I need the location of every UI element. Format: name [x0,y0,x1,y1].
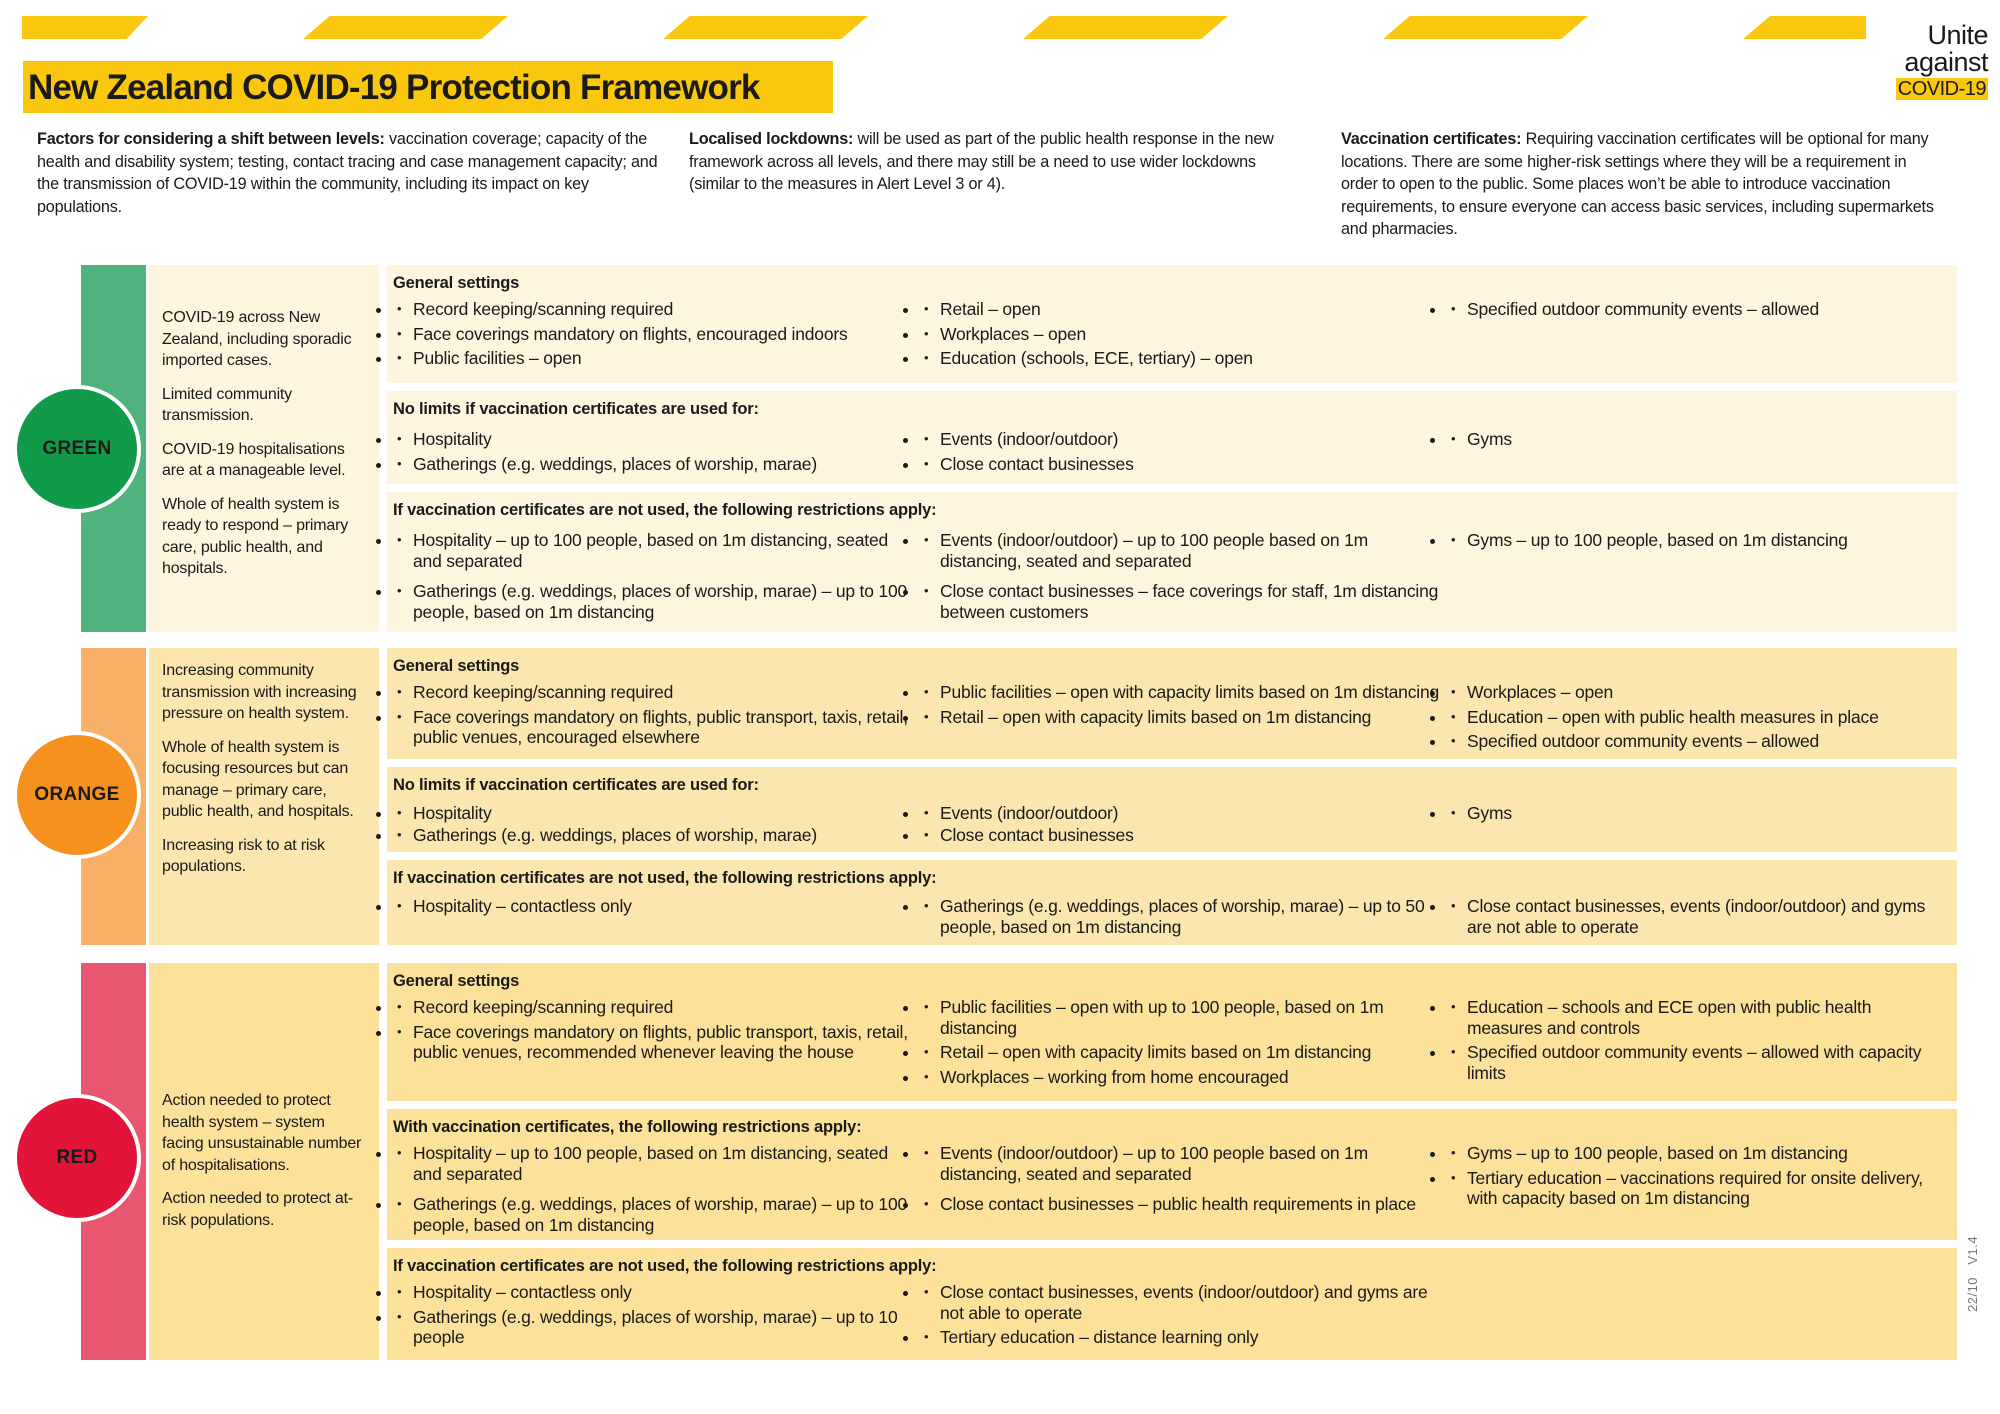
panel-column [1447,682,1947,756]
orange-no-certificates-panel [387,860,1957,945]
list-item: • • Retail – open [920,299,1447,320]
panel-column [1447,896,1947,941]
panel-heading: If vaccination certificates are not used, the following restrictions apply: [393,1257,937,1275]
panel-column [1447,1282,1947,1352]
list-item: • • Gyms [1447,429,1947,450]
list-item: • • Close contact businesses [920,825,1447,846]
list-item: • • Gatherings (e.g. weddings, places of worship, marae) [393,825,920,846]
list-item: • • Education (schools, ECE, tertiary) – open [920,348,1447,369]
list-item: • • Workplaces – working from home encouraged [920,1067,1447,1088]
orange-level-label: ORANGE [34,784,120,805]
list-item: • • Education – open with public health measures in place [1447,707,1947,728]
panel-column [393,429,920,478]
green-no-limits-panel [387,391,1957,484]
list-item: • • Retail – open with capacity limits based on 1m distancing [920,707,1447,728]
panel-column [393,1282,920,1352]
list-item: • • Face coverings mandatory on flights, public transport, taxis, retail, public venues, recommended whenever leaving the house [393,1022,920,1063]
intro-vaccination-text: Requiring vaccination certificates will be optional for many locations. There are some higher-risk settings where they will be a requirement in order to open to the public. Some places won’t be able to introduce vaccination requirements, to ensure everyone can access basic services, including supermarkets and pharmacies. [1341,130,1934,238]
description-paragraph: Action needed to protect at-risk populations. [162,1190,353,1229]
list-item: • • Hospitality [393,803,920,824]
decorative-stripe [1743,16,1866,39]
list-item: • • Gatherings (e.g. weddings, places of worship, marae) – up to 100 people, based on 1m distancing [393,581,920,622]
decorative-stripe [22,16,148,39]
list-item: • • Close contact businesses – public health requirements in place [920,1194,1447,1215]
panel-column [920,429,1447,478]
description-paragraph: Whole of health system is ready to respond – primary care, public health, and hospitals. [162,495,349,577]
list-item: • • Public facilities – open with capacity limits based on 1m distancing [920,682,1447,703]
list-item: • • Events (indoor/outdoor) – up to 100 people based on 1m distancing, seated and separated [920,1143,1447,1184]
panel-column [393,997,920,1091]
panel-column [1447,997,1947,1091]
panel-column [920,1143,1447,1245]
list-item: • • Events (indoor/outdoor) – up to 100 people based on 1m distancing, seated and separated [920,530,1447,571]
logo-line-3: COVID-19 [1897,78,1986,100]
panel-column [1447,299,1947,373]
panel-heading: If vaccination certificates are not used, the following restrictions apply: [393,501,937,519]
panel-column [393,682,920,756]
intro-factors-text: vaccination coverage; capacity of the health and disability system; testing, contact tracing and case management capacity; and the transmission of COVID-19 within the community, including its impact on key populations. [37,130,658,216]
list-item: • • Close contact businesses, events (indoor/outdoor) and gyms are not able to operate [1447,896,1947,937]
list-item: • • Specified outdoor community events – allowed with capacity limits [1447,1042,1947,1083]
decorative-stripe [1023,16,1228,39]
orange-general-settings-panel [387,648,1957,759]
list-item: • • Gatherings (e.g. weddings, places of worship, marae) – up to 100 people, based on 1m distancing [393,1194,920,1235]
decorative-stripe [1383,16,1588,39]
list-item: • • Record keeping/scanning required [393,299,920,320]
intro-lockdowns-text: will be used as part of the public health response in the new framework across all levels, and there may still be a need to use wider lockdowns (similar to the measures in Alert Level 3 or 4). [689,130,1274,193]
list-item: • • Tertiary education – vaccinations required for onsite delivery, with capacity based on 1m distancing [1447,1168,1947,1209]
list-item: • • Events (indoor/outdoor) [920,803,1447,824]
description-paragraph: Limited community transmission. [162,385,292,424]
panel-heading: General settings [393,657,520,675]
list-item: • • Workplaces – open [1447,682,1947,703]
panel-column [393,1143,920,1245]
list-item: • • Education – schools and ECE open with public health measures and controls [1447,997,1947,1038]
panel-heading: If vaccination certificates are not used, the following restrictions apply: [393,869,937,887]
list-item: • • Face coverings mandatory on flights, public transport, taxis, retail, public venues, encouraged elsewhere [393,707,920,748]
panel-column [920,803,1447,849]
description-paragraph: COVID-19 hospitalisations are at a manageable level. [162,440,346,479]
intro-lockdowns-label: Localised lockdowns: [689,130,854,148]
list-item: • • Gatherings (e.g. weddings, places of worship, marae) – up to 10 people [393,1307,920,1348]
list-item: • • Tertiary education – distance learning only [920,1327,1447,1348]
list-item: • • Record keeping/scanning required [393,682,920,703]
red-level-description [149,963,379,1360]
list-item: • • Workplaces – open [920,324,1447,345]
panel-column [1447,1143,1947,1245]
intro-factors-label: Factors for considering a shift between levels: [37,130,385,148]
list-item: • • Close contact businesses [920,454,1447,475]
green-no-certificates-panel [387,492,1957,632]
panel-column [920,530,1447,632]
panel-column [393,803,920,849]
list-item: • • Hospitality – contactless only [393,896,920,917]
list-item: • • Gyms [1447,803,1947,824]
orange-level-description [149,648,379,945]
intro-vaccination-label: Vaccination certificates: [1341,130,1522,148]
panel-column [920,299,1447,373]
list-item: • • Retail – open with capacity limits based on 1m distancing [920,1042,1447,1063]
green-level-badge [13,385,141,513]
panel-heading: No limits if vaccination certificates are used for: [393,776,759,794]
description-paragraph: Whole of health system is focusing resources but can manage – primary care, public health, and hospitals. [162,738,354,820]
list-item: • • Gatherings (e.g. weddings, places of worship, marae) [393,454,920,475]
decorative-stripe [303,16,508,39]
panel-heading: No limits if vaccination certificates are used for: [393,400,759,418]
intro-lockdowns [689,128,1289,196]
description-paragraph: Increasing risk to at risk populations. [162,836,325,875]
list-item: • • Hospitality – up to 100 people, based on 1m distancing, seated and separated [393,1143,920,1184]
panel-column [920,997,1447,1091]
logo-line-2: against [1904,47,1988,77]
list-item: • • Close contact businesses, events (indoor/outdoor) and gyms are not able to operate [920,1282,1447,1323]
list-item: • • Hospitality – contactless only [393,1282,920,1303]
description-paragraph: COVID-19 across New Zealand, including sporadic imported cases. [162,309,352,369]
page-title: New Zealand COVID-19 Protection Framework [28,68,760,107]
list-item: • • Gatherings (e.g. weddings, places of worship, marae) – up to 50 people, based on 1m distancing [920,896,1447,937]
list-item: • • Gyms – up to 100 people, based on 1m distancing [1447,1143,1947,1164]
list-item: • • Public facilities – open [393,348,920,369]
panel-column [1447,803,1947,849]
panel-column [393,896,920,941]
version-label: 22/10 V1.4 [1965,1235,1980,1312]
red-level-label: RED [56,1147,98,1168]
green-level-description [149,265,379,632]
description-paragraph: Action needed to protect health system – system facing unsustainable number of hospitalisations. [162,1092,362,1174]
green-level-label: GREEN [42,438,112,459]
panel-column [393,299,920,373]
decorative-stripe [663,16,868,39]
panel-column [920,1282,1447,1352]
red-level-badge [13,1094,141,1222]
panel-column [393,530,920,632]
list-item: • • Close contact businesses – face coverings for staff, 1m distancing between customers [920,581,1447,622]
panel-column [920,896,1447,941]
red-no-certificates-panel [387,1248,1957,1360]
orange-no-limits-panel [387,767,1957,852]
list-item: • • Specified outdoor community events – allowed [1447,299,1947,320]
list-item: • • Public facilities – open with up to 100 people, based on 1m distancing [920,997,1447,1038]
panel-heading: General settings [393,274,520,292]
red-with-certificates-panel [387,1109,1957,1240]
red-general-settings-panel [387,963,1957,1101]
panel-column [920,682,1447,756]
list-item: • • Hospitality [393,429,920,450]
list-item: • • Gyms – up to 100 people, based on 1m distancing [1447,530,1947,551]
list-item: • • Events (indoor/outdoor) [920,429,1447,450]
intro-vaccination [1341,128,1941,241]
orange-level-badge [13,731,141,859]
list-item: • • Record keeping/scanning required [393,997,920,1018]
panel-column [1447,530,1947,632]
list-item: • • Specified outdoor community events – allowed [1447,731,1947,752]
panel-heading: With vaccination certificates, the following restrictions apply: [393,1118,862,1136]
list-item: • • Face coverings mandatory on flights, encouraged indoors [393,324,920,345]
panel-heading: General settings [393,972,520,990]
green-general-settings-panel [387,265,1957,383]
logo-line-1: Unite [1927,20,1988,50]
unite-against-covid-logo [1896,22,1988,100]
intro-factors [37,128,677,218]
panel-column [1447,429,1947,478]
description-paragraph: Increasing community transmission with increasing pressure on health system. [162,662,357,722]
list-item: • • Hospitality – up to 100 people, based on 1m distancing, seated and separated [393,530,920,571]
